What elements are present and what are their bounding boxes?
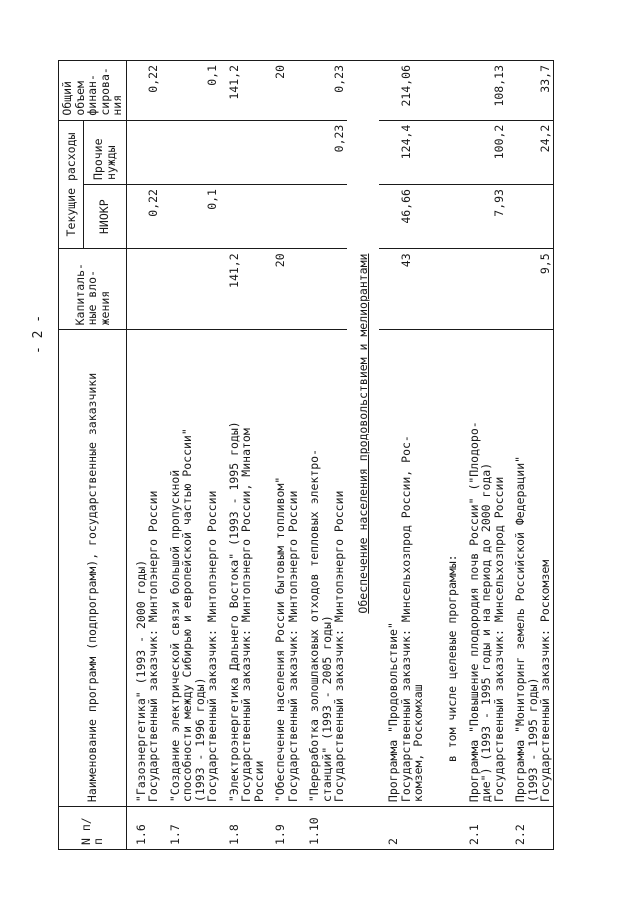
program-name-line: "Создание электрической связи большой пропускной bbox=[167, 469, 182, 803]
value: 214,06 bbox=[398, 65, 413, 107]
section-title-cell bbox=[347, 61, 380, 807]
cell-capital-investment bbox=[266, 249, 300, 330]
cell-no bbox=[347, 807, 380, 850]
cell-total-financing bbox=[460, 61, 507, 121]
program-name-line: Государственный заказчик: Минтопэнерго России bbox=[285, 490, 300, 803]
cell-capital-investment bbox=[460, 249, 507, 330]
table-row bbox=[126, 61, 161, 850]
header-no: N п/п bbox=[59, 807, 127, 850]
program-name-line: Государственный заказчик: Минтопэнерго России, Минатом bbox=[239, 428, 253, 803]
cell-other-needs bbox=[126, 120, 161, 184]
cell-total-financing bbox=[379, 61, 426, 121]
cell-no bbox=[506, 807, 553, 850]
cell-program-name bbox=[506, 330, 553, 807]
cell-no bbox=[220, 807, 267, 850]
section-title: Обеспечение населения продовольствием и мелиорантами bbox=[355, 253, 370, 614]
value: 43 bbox=[398, 253, 413, 268]
cell-capital-investment bbox=[379, 249, 426, 330]
table-row bbox=[506, 61, 553, 850]
program-name-line: в том числе целевые программы: bbox=[445, 554, 459, 763]
cell-capital-investment bbox=[426, 249, 460, 330]
value: 108,13 bbox=[491, 65, 506, 107]
value: 0,1 bbox=[205, 65, 219, 86]
program-name-line: (1993 - 1996 годы) bbox=[192, 677, 207, 803]
program-name-line: "Обеспечение населения России бытовым топливом" bbox=[273, 476, 287, 803]
section-row bbox=[347, 61, 380, 850]
cell-niokr bbox=[266, 185, 300, 249]
value: 0,23 bbox=[332, 65, 346, 93]
cell-program-name bbox=[161, 330, 220, 807]
page-number: - 2 - bbox=[31, 314, 46, 354]
cell-no bbox=[300, 807, 347, 850]
cell-program-name bbox=[460, 330, 507, 807]
program-name-line: Государственный заказчик: Минтопэнерго России bbox=[332, 490, 346, 803]
cell-total-financing bbox=[161, 61, 220, 121]
cell-capital-investment bbox=[506, 249, 553, 330]
cell-other-needs bbox=[220, 120, 267, 184]
value: 141,2 bbox=[226, 253, 241, 288]
row-number: 2.2 bbox=[513, 824, 527, 845]
program-name-line: (1993 - 1995 годы) bbox=[525, 677, 540, 803]
cell-niokr bbox=[426, 185, 460, 249]
value: 24,2 bbox=[538, 124, 552, 153]
program-name-line: станций" (1993 - 2005 годы) bbox=[319, 615, 334, 803]
cell-other-needs bbox=[379, 120, 426, 184]
cell-niokr bbox=[300, 185, 347, 249]
cell-program-name bbox=[126, 330, 161, 807]
header-other-needs: Прочие нужды bbox=[83, 120, 126, 184]
cell-total-financing bbox=[126, 61, 161, 121]
cell-program-name bbox=[426, 330, 460, 807]
cell-other-needs bbox=[426, 120, 460, 184]
row-number: 1.8 bbox=[226, 824, 241, 845]
cell-program-name bbox=[220, 330, 267, 807]
cell-other-needs bbox=[460, 120, 507, 184]
cell-niokr bbox=[220, 185, 267, 249]
cell-total-financing bbox=[300, 61, 347, 121]
program-name-line: способности между Сибирью и европейской частью России" bbox=[180, 428, 194, 803]
table-row bbox=[161, 61, 220, 850]
value: 20 bbox=[273, 253, 287, 268]
table-row bbox=[426, 61, 460, 850]
cell-total-financing bbox=[426, 61, 460, 121]
cell-other-needs bbox=[506, 120, 553, 184]
program-name-line: Государственный заказчик: Минтопэнерго России bbox=[205, 490, 219, 803]
header-capital-investment: Капиталь- ные вло- жения bbox=[59, 249, 127, 330]
header-total-financing: Общий объем финан- сирова- ния bbox=[59, 61, 127, 121]
cell-total-financing bbox=[506, 61, 553, 121]
table-row bbox=[379, 61, 426, 850]
cell-other-needs bbox=[300, 120, 347, 184]
header-niokr: НИОКР bbox=[83, 185, 126, 249]
table-row bbox=[266, 61, 300, 850]
table-body bbox=[126, 61, 553, 850]
row-number: 1.6 bbox=[133, 824, 148, 845]
program-name-line: Государственный заказчик: Минсельхозпрод России bbox=[491, 476, 506, 803]
row-number: 2 bbox=[386, 838, 400, 845]
table-row bbox=[460, 61, 507, 850]
table-row bbox=[300, 61, 347, 850]
cell-no bbox=[161, 807, 220, 850]
cell-total-financing bbox=[220, 61, 267, 121]
cell-no bbox=[266, 807, 300, 850]
row-number: 2.1 bbox=[466, 824, 481, 845]
cell-capital-investment bbox=[161, 249, 220, 330]
cell-no bbox=[126, 807, 161, 850]
cell-niokr bbox=[506, 185, 553, 249]
cell-other-needs bbox=[266, 120, 300, 184]
program-name-line: Программа "Мониторинг земель Российской Федерации" bbox=[513, 455, 527, 803]
financing-table bbox=[58, 60, 554, 850]
value: 0,22 bbox=[146, 189, 160, 217]
cell-niokr bbox=[126, 185, 161, 249]
rotated-table-page bbox=[58, 60, 640, 850]
program-name-line: "Переработка золошлаковых отходов тепловых электро- bbox=[307, 449, 321, 803]
header-current-expenses: Текущие расходы bbox=[59, 120, 84, 249]
value: 0,23 bbox=[332, 124, 346, 153]
cell-niokr bbox=[460, 185, 507, 249]
cell-capital-investment bbox=[300, 249, 347, 330]
table-header bbox=[59, 61, 127, 850]
program-name-line: комзем, Роскомхаш bbox=[411, 684, 425, 803]
cell-no bbox=[379, 807, 426, 850]
program-name-line: Государственный заказчик: Минсельхозпрод России, Рос- bbox=[398, 435, 413, 803]
row-number: 1.9 bbox=[273, 824, 287, 845]
value: 100,2 bbox=[491, 124, 506, 160]
value: 0,1 bbox=[205, 189, 219, 210]
cell-no bbox=[426, 807, 460, 850]
cell-program-name bbox=[300, 330, 347, 807]
cell-program-name bbox=[379, 330, 426, 807]
value: 124,4 bbox=[398, 124, 413, 160]
value: 33,7 bbox=[538, 65, 552, 93]
table-row bbox=[220, 61, 267, 850]
cell-niokr bbox=[379, 185, 426, 249]
cell-no bbox=[460, 807, 507, 850]
value: 0,22 bbox=[146, 65, 160, 93]
program-name-line: России bbox=[251, 760, 266, 803]
program-name-line: Программа "Продовольствие" bbox=[386, 622, 400, 803]
cell-niokr bbox=[161, 185, 220, 249]
header-program-name: Наименование программ (подпрограмм), государственные заказчики bbox=[59, 330, 127, 807]
row-number: 1.10 bbox=[307, 817, 321, 845]
row-number: 1.7 bbox=[167, 824, 182, 845]
cell-capital-investment bbox=[126, 249, 161, 330]
program-name-line: Программа "Повышение плодородия почв России" ("Плодоро- bbox=[466, 421, 481, 803]
cell-other-needs bbox=[161, 120, 220, 184]
cell-program-name bbox=[266, 330, 300, 807]
value: 7,93 bbox=[491, 189, 506, 217]
value: 9,5 bbox=[538, 253, 552, 275]
program-name-line: дие") (1993 - 1995 годы и на период до 2000 года) bbox=[479, 462, 493, 803]
program-name-line: "Электроэнергетика Дальнего Востока" (1993 - 1995 годы) bbox=[226, 421, 241, 803]
cell-capital-investment bbox=[220, 249, 267, 330]
program-name-line: Государственный заказчик: Минтопэнерго России bbox=[146, 490, 160, 803]
cell-total-financing bbox=[266, 61, 300, 121]
program-name-line: "Газоэнергетика" (1993 - 2000 годы) bbox=[133, 559, 148, 803]
program-name-line: Государственный заказчик: Роскомзем bbox=[538, 559, 552, 803]
value: 20 bbox=[273, 65, 287, 79]
value: 46,66 bbox=[398, 189, 413, 224]
value: 141,2 bbox=[226, 65, 241, 100]
